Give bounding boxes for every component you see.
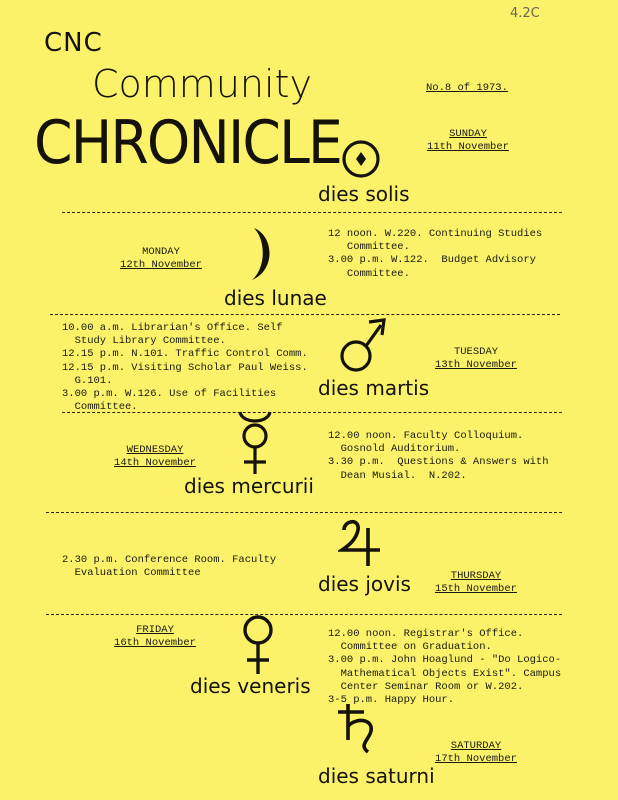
event-line: Study Library Committee.	[62, 335, 226, 348]
event-line: 2.30 p.m. Conference Room. Faculty	[62, 554, 277, 566]
event-line: 3-5 p.m. Happy Hour.	[328, 694, 455, 707]
mars-icon	[336, 316, 388, 376]
saturn-icon	[334, 700, 384, 756]
day-caption-monday	[108, 246, 214, 272]
day-name: WEDNESDAY	[126, 444, 184, 456]
day-date: 11th November	[427, 141, 509, 153]
event-line: 12.15 p.m. N.101. Traffic Control Comm.	[62, 348, 308, 361]
day-caption-saturday	[426, 740, 526, 766]
event-line: 3.30 p.m. Questions & Answers with	[328, 456, 549, 469]
events-thursday	[62, 554, 276, 580]
day-caption-tuesday	[428, 346, 524, 372]
day-caption-wednesday	[100, 444, 210, 470]
day-date: 17th November	[435, 753, 517, 765]
masthead-community: Community	[92, 62, 312, 106]
latin-wednesday: dies mercurii	[184, 474, 314, 498]
day-name: MONDAY	[142, 246, 180, 258]
day-name: THURSDAY	[450, 570, 502, 582]
mercury-icon	[232, 408, 278, 480]
event-line: 12.00 noon. Registrar's Office.	[328, 628, 524, 640]
event-line: 3.00 p.m. W.126. Use of Facilities	[62, 388, 277, 401]
divider	[46, 614, 562, 615]
event-line: 12.00 noon. Faculty Colloquium.	[328, 430, 524, 442]
divider	[62, 412, 562, 413]
jupiter-icon	[338, 516, 384, 568]
event-line: 12.15 p.m. Visiting Scholar Paul Weiss.	[62, 361, 308, 374]
event-line: G.101.	[62, 374, 113, 387]
event-line: 3.00 p.m. W.122. Budget Advisory	[328, 254, 536, 267]
latin-saturday: dies saturni	[318, 764, 435, 788]
event-line: 12 noon. W.220. Continuing Studies	[328, 228, 543, 240]
day-caption-friday	[100, 624, 210, 650]
latin-friday: dies veneris	[190, 674, 311, 698]
event-line: Mathematical Objects Exist". Campus	[328, 667, 562, 680]
events-monday	[328, 228, 542, 281]
day-date: 15th November	[435, 583, 517, 595]
events-friday	[328, 628, 561, 707]
day-name: TUESDAY	[453, 346, 499, 358]
masthead	[0, 0, 342, 190]
event-line: Dean Musial. N.202.	[328, 469, 467, 482]
event-line: Committee.	[328, 267, 410, 280]
day-caption-thursday	[428, 570, 524, 596]
sun-icon	[340, 138, 382, 180]
divider	[50, 314, 560, 315]
masthead-chronicle: CHRONICLE	[34, 108, 342, 178]
issue-number: No.8 of 1973.	[426, 82, 508, 94]
latin-tuesday: dies martis	[318, 376, 430, 400]
event-line: Gosnold Auditorium.	[328, 443, 461, 456]
latin-sunday: dies solis	[318, 182, 410, 206]
day-name: FRIDAY	[136, 624, 174, 636]
event-line: 3.00 p.m. John Hoaglund - "Do Logico-	[328, 654, 562, 667]
event-line: Evaluation Committee	[62, 567, 201, 580]
event-line: Committee.	[328, 241, 410, 254]
moon-icon	[244, 224, 278, 284]
events-tuesday	[62, 322, 308, 414]
latin-thursday: dies jovis	[318, 572, 411, 596]
event-line: Committee.	[62, 401, 138, 414]
day-date: 16th November	[114, 637, 196, 649]
day-date: 14th November	[114, 457, 196, 469]
day-name: SUNDAY	[449, 128, 487, 140]
day-date: 13th November	[435, 359, 517, 371]
day-caption-sunday	[420, 128, 516, 154]
day-name: SATURDAY	[450, 740, 502, 752]
divider	[46, 512, 562, 513]
event-line: Committee on Graduation.	[328, 641, 492, 654]
corner-note: 4.2C	[510, 6, 540, 21]
venus-icon	[238, 612, 278, 678]
divider	[62, 212, 562, 213]
day-date: 12th November	[120, 259, 202, 271]
latin-monday: dies lunae	[224, 286, 327, 310]
events-wednesday	[328, 430, 549, 483]
event-line: 10.00 a.m. Librarian's Office. Self	[62, 322, 283, 334]
event-line: Center Seminar Room or W.202.	[328, 680, 524, 693]
masthead-cnc: CNC	[44, 28, 103, 58]
